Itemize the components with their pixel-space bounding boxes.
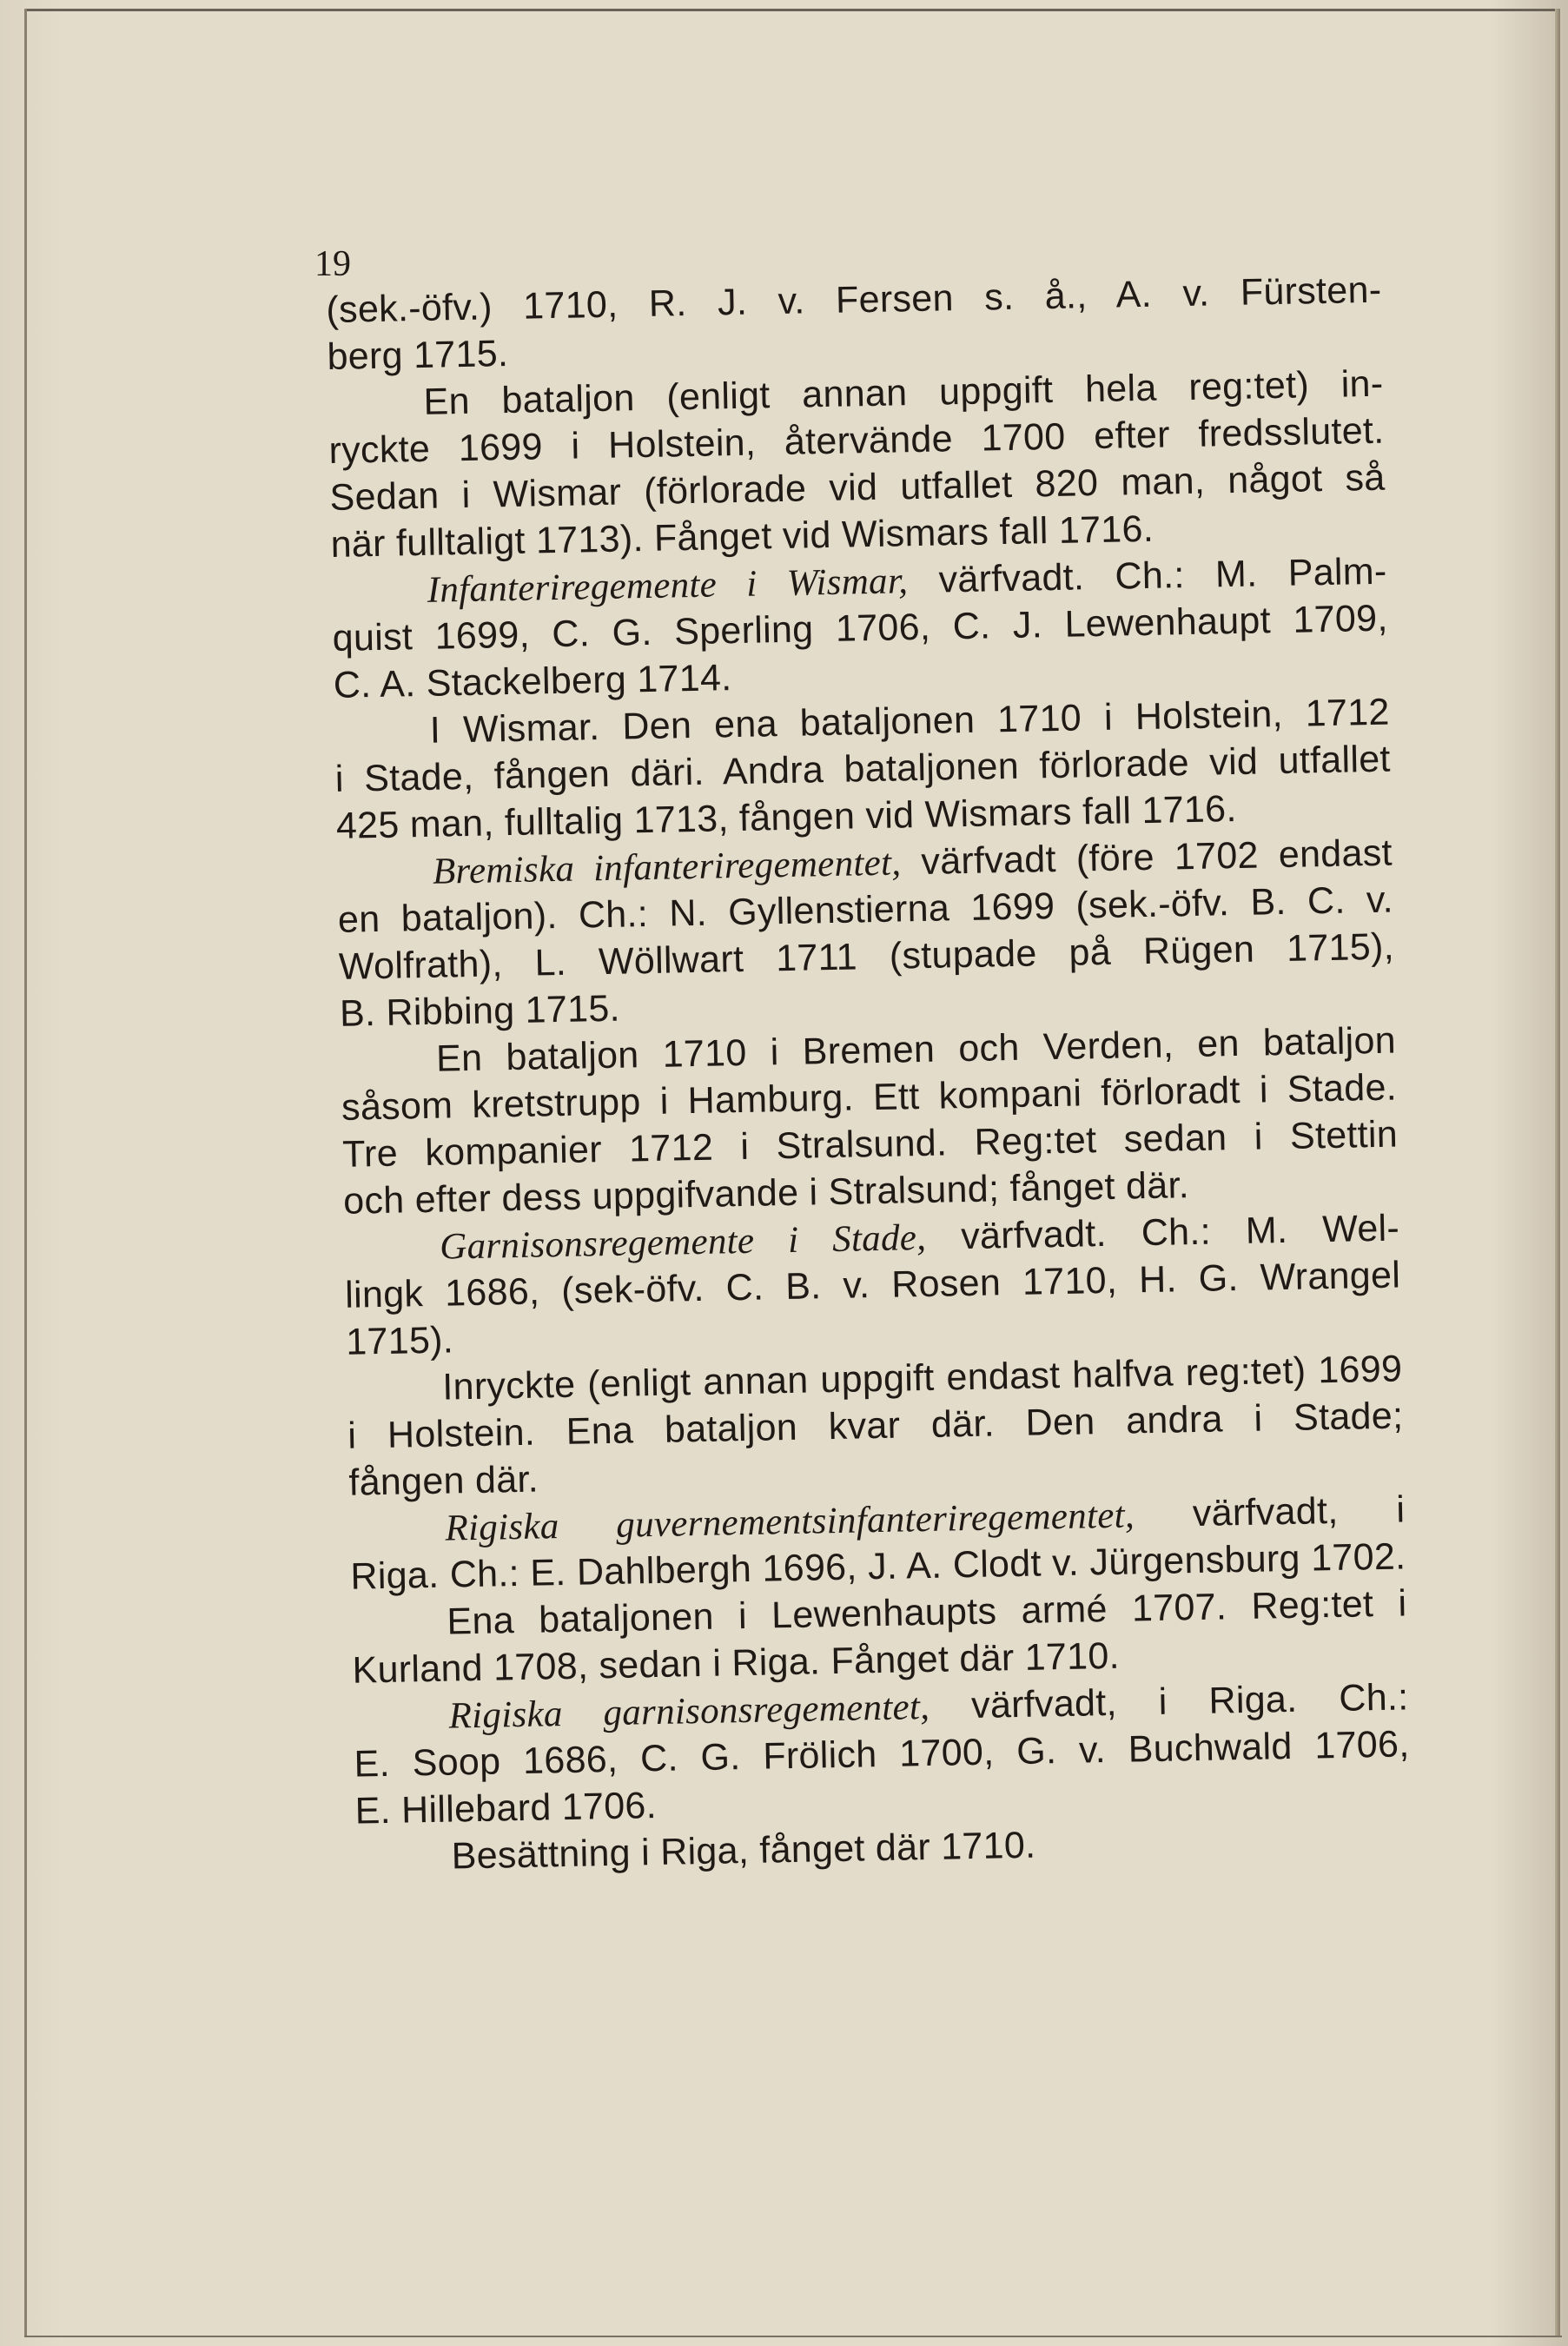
line-text: värfvadt, i Riga. Ch.: bbox=[929, 1676, 1409, 1727]
line-text: Besättning i Riga, fånget där 1710. bbox=[451, 1824, 1036, 1878]
bottom-edge-rule bbox=[24, 2336, 1562, 2337]
line-text: 1715). bbox=[345, 1319, 454, 1363]
line-text: Sedan i Wismar (förlorade vid utfallet 820 man, något så bbox=[329, 456, 1386, 519]
line-text: lingk 1686, (sek-öfv. C. B. v. Rosen 1710, H. G. Wrangel bbox=[344, 1254, 1401, 1316]
left-page-edge bbox=[24, 9, 27, 2337]
line-text: Inryckte (enligt annan uppgift endast halfva reg:tet) 1699 bbox=[441, 1348, 1403, 1408]
line-text: 425 man, fulltalig 1713, fången vid Wismars fall 1716. bbox=[335, 787, 1238, 847]
right-page-edge bbox=[1555, 9, 1560, 2337]
regiment-name: Infanteriregemente i Wismar, bbox=[427, 560, 909, 611]
line-text: värfvadt, i bbox=[1134, 1488, 1406, 1536]
line-text: Tre kompanier 1712 i Stralsund. Reg:tet sedan i Stettin bbox=[341, 1113, 1399, 1176]
line-text: En bataljon (enligt annan uppgift hela reg:tet) in- bbox=[423, 362, 1384, 423]
line-text: E. Soop 1686, C. G. Frölich 1700, G. v. Buchwald 1706, bbox=[354, 1723, 1410, 1786]
line-text: en bataljon). Ch.: N. Gyllenstierna 1699 (sek.-öfv. B. C. v. bbox=[337, 878, 1394, 941]
regiment-name: Rigiska guvernementsinfanteriregementet, bbox=[445, 1494, 1135, 1549]
line-text: Kurland 1708, sedan i Riga. Fånget där 1710. bbox=[352, 1634, 1121, 1692]
line-text: I Wismar. Den ena bataljonen 1710 i Holstein, 1712 bbox=[429, 691, 1391, 752]
line-text: såsom kretstrupp i Hamburg. Ett kompani förloradt i Stade. bbox=[341, 1066, 1398, 1129]
line-text: B. Ribbing 1715. bbox=[339, 987, 621, 1035]
body-text bbox=[326, 267, 1412, 1882]
line-text: quist 1699, C. G. Sperling 1706, C. J. Lewenhaupt 1709, bbox=[332, 597, 1389, 659]
line-text: berg 1715. bbox=[327, 332, 509, 378]
regiment-name: Garnisonsregemente i Stade, bbox=[439, 1216, 927, 1268]
line-text: i Holstein. Ena bataljon kvar där. Den andra i Stade; bbox=[347, 1395, 1404, 1457]
line-text: fången där. bbox=[347, 1458, 539, 1504]
regiment-name: Bremiska infanteriregementet, bbox=[432, 842, 902, 892]
line-text: i Stade, fången däri. Andra bataljonen förlorade vid utfallet bbox=[334, 738, 1392, 800]
line-text: En bataljon 1710 i Bremen och Verden, en bataljon bbox=[435, 1019, 1397, 1080]
line-text: E. Hillebard 1706. bbox=[354, 1785, 658, 1832]
line-text: ryckte 1699 i Holstein, återvände 1700 efter fredsslutet. bbox=[328, 409, 1385, 472]
line-text: när fulltaligt 1713). Fånget vid Wismars fall 1716. bbox=[330, 507, 1154, 566]
top-edge-rule bbox=[26, 9, 1555, 11]
line-text: Riga. Ch.: E. Dahlbergh 1696, J. A. Clodt v. Jürgensburg 1702. bbox=[350, 1535, 1406, 1598]
line-text: värfvadt. Ch.: M. Palm- bbox=[907, 550, 1387, 602]
line-text: värfvadt. Ch.: M. Wel- bbox=[925, 1207, 1400, 1258]
line-text: Ena bataljonen i Lewenhaupts armé 1707. Reg:tet i bbox=[447, 1582, 1407, 1643]
regiment-name: Rigiska garnisonsregementet, bbox=[448, 1686, 930, 1737]
page-number: 19 bbox=[314, 244, 351, 284]
line-text: C. A. Stackelberg 1714. bbox=[333, 657, 732, 706]
line-text: och efter dess uppgifvande i Stralsund; fånget där. bbox=[342, 1164, 1190, 1223]
line-text: (sek.-öfv.) 1710, R. J. v. Fersen s. å., A. v. Fürsten- bbox=[326, 268, 1382, 331]
line-text: Wolfrath), L. Wöllwart 1711 (stupade på Rügen 1715), bbox=[338, 925, 1395, 988]
line-text: värfvadt (före 1702 endast bbox=[900, 832, 1393, 884]
